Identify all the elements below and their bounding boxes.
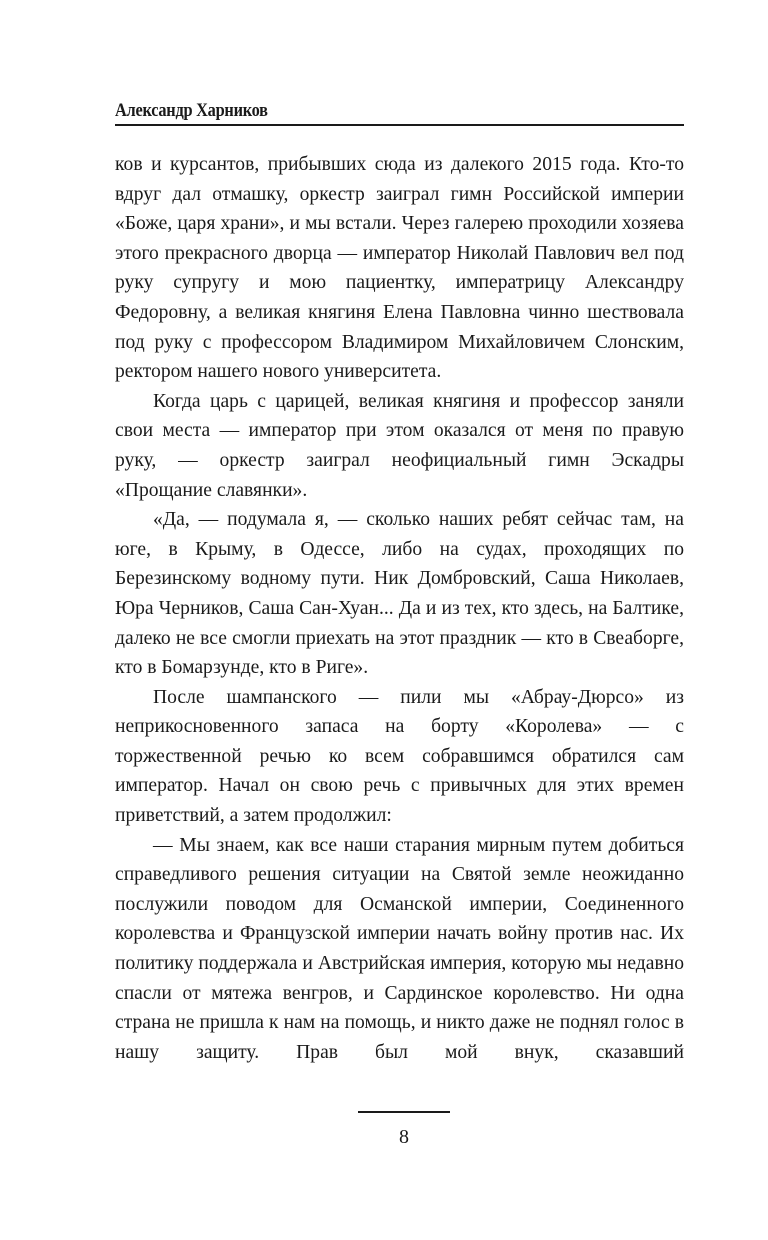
- paragraph-5: — Мы знаем, как все наши старания мирным путем добиться справедливого решения ситуации на Святой земле неожиданно послужили поводом для Османской империи, Соединенного королевства и Французской империи начать войну против нас. Их политику поддержала и Австрийская империя, которую мы недавно спасли от мятежа венгров, и Сардинское королевство. Ни одна страна не пришла к нам на помощь, и никто даже не поднял голос в нашу защиту. Прав был мой внук, сказавший: [115, 834, 684, 1063]
- paragraph-1: ков и курсантов, прибывших сюда из далекого 2015 года. Кто-то вдруг дал отмашку, оркестр заиграл гимн Российской империи «Боже, царя храни», и мы встали. Через галерею проходили хозяева этого прекрасного дворца — император Николай Павлович вел под руку супругу и мою пациентку, императрицу Александру Федоровну, а великая княгиня Елена Павловна чинно шествовала под руку с профессором Владимиром Михайловичем Слонским, ректором нашего нового университета.: [115, 154, 684, 383]
- running-head-author: Александр Харников: [115, 100, 268, 121]
- folio-rule: [358, 1111, 450, 1113]
- paragraph-3: «Да, — подумала я, — сколько наших ребят сейчас там, на юге, в Крыму, в Одессе, либо на судах, проходящих по Березинскому водному пути. Ник Домбровский, Саша Николаев, Юра Черников, Саша Сан-Хуан... Да и из тех, кто здесь, на Балтике, далеко не все смогли приехать на этот праздник — кто в Свеаборге, кто в Бомарзунде, кто в Риге».: [115, 509, 684, 679]
- paragraph-4: После шампанского — пили мы «Абрау-Дюрсо» из неприкосновенного запаса на борту «Королева» — с торжественной речью ко всем собравшимся обратился сам император. Начал он свою речь с привычных для этих времен приветствий, а затем продолжил:: [115, 686, 684, 827]
- paragraph-2: Когда царь с царицей, великая княгиня и профессор заняли свои места — император при этом оказался от меня по правую руку, — оркестр заиграл неофициальный гимн Эскадры «Прощание славянки».: [115, 390, 684, 501]
- body-text: [115, 150, 684, 1067]
- page-header: [115, 100, 684, 126]
- header-rule: [115, 124, 684, 126]
- page-number: 8: [399, 1126, 409, 1148]
